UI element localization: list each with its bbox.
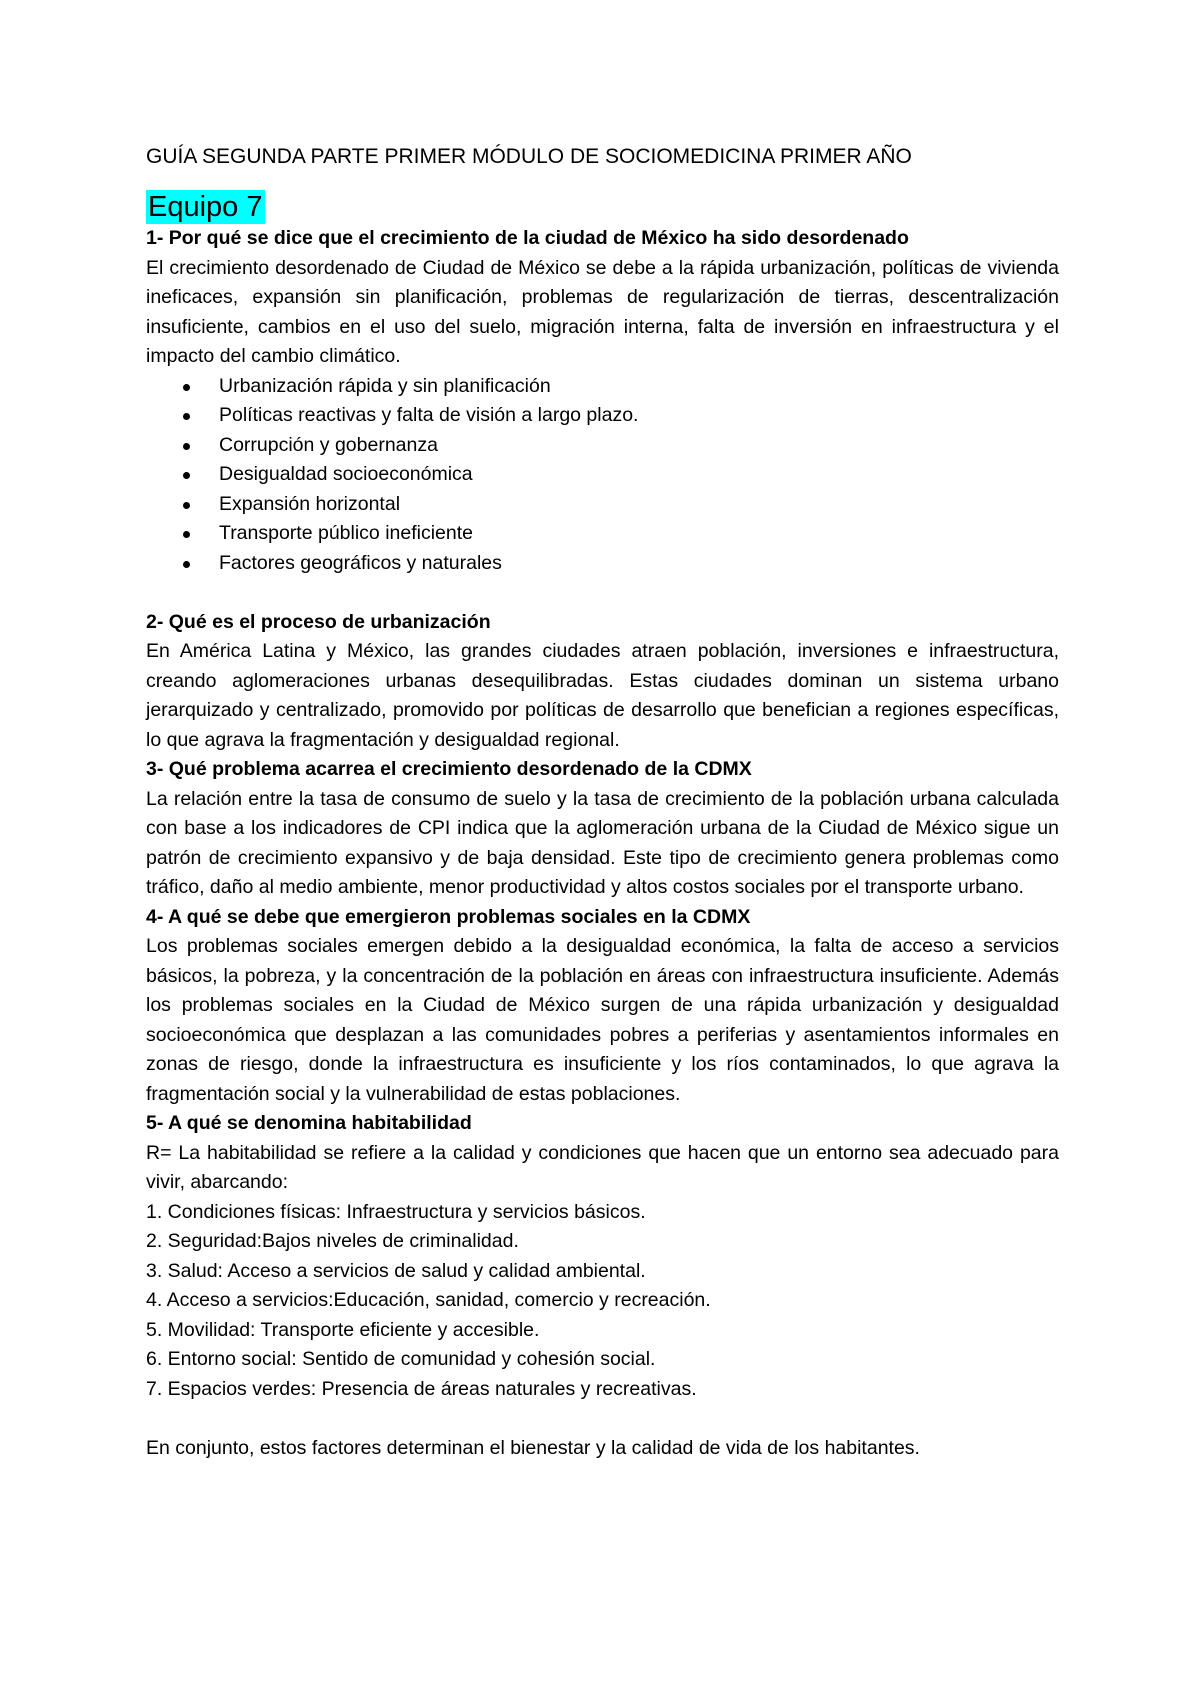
bullet-item: [219, 549, 1059, 579]
bullet-dot-icon: [183, 413, 190, 420]
question-4-answer: Los problemas sociales emergen debido a la desigualdad económica, la falta de acceso a servicios básicos, la pobreza, y la concentración de la población en áreas con infraestructura insuficiente. Además los problemas sociales en la Ciudad de México surgen de una rápida urbanización y desigualdad socioeconómica que desplazan a las comunidades pobres a periferias y asentamientos informales en zonas de riesgo, donde la infraestructura es insuficiente y los ríos contaminados, lo que agrava la fragmentación social y la vulnerabilidad de estas poblaciones.: [146, 935, 1059, 1105]
bullet-item-text: Políticas reactivas y falta de visión a largo plazo.: [219, 404, 639, 426]
bullet-item-text: Expansión horizontal: [219, 492, 401, 515]
question-4-heading: 4- A qué se debe que emergieron problemas sociales en la CDMX: [146, 905, 751, 928]
question-1-answer: El crecimiento desordenado de Ciudad de México se debe a la rápida urbanización, políticas de vivienda ineficaces, expansión sin planificación, problemas de regularización de tierras, descentralización insuficiente, cambios en el uso del suelo, migración interna, falta de inversión en infraestructura y el impacto del cambio climático.: [146, 256, 1059, 367]
question-5-heading: 5- A qué se denomina habitabilidad: [146, 1112, 472, 1134]
team-label: Equipo 7: [148, 191, 263, 223]
bullet-item-text: Factores geográficos y naturales: [219, 551, 502, 574]
list-item: 7. Espacios verdes: Presencia de áreas naturales y recreativas.: [146, 1377, 697, 1400]
question-5-section: [146, 1109, 1059, 1463]
question-3-answer: La relación entre la tasa de consumo de suelo y la tasa de crecimiento de la población urbana calculada con base a los indicadores de CPI indica que la aglomeración urbana de la Ciudad de México sigue un patrón de crecimiento expansivo y de baja densidad. Este tipo de crecimiento genera problemas como tráfico, daño al medio ambiente, menor productividad y altos costos sociales por el transporte urbano.: [146, 787, 1059, 898]
list-item: 1. Condiciones físicas: Infraestructura y servicios básicos.: [146, 1200, 646, 1223]
bullet-dot-icon: [183, 502, 190, 509]
team-heading-row: [146, 190, 1059, 224]
bullet-item: [219, 372, 1059, 402]
list-item: 4. Acceso a servicios:Educación, sanidad, comercio y recreación.: [146, 1289, 711, 1311]
document-page: [146, 144, 1059, 1463]
question-2-section: [146, 608, 1059, 756]
document-title: GUÍA SEGUNDA PARTE PRIMER MÓDULO DE SOCIOMEDICINA PRIMER AÑO: [146, 145, 912, 168]
bullet-item: [219, 401, 1059, 431]
question-5-answer: R= La habitabilidad se refiere a la calidad y condiciones que hacen que un entorno sea adecuado para vivir, abarcando:: [146, 1141, 1059, 1193]
list-item: 2. Seguridad:Bajos niveles de criminalidad.: [146, 1230, 519, 1252]
conclusion-text: En conjunto, estos factores determinan el bienestar y la calidad de vida de los habitantes.: [146, 1436, 920, 1459]
bullet-item-text: Transporte público ineficiente: [219, 522, 474, 544]
bullet-dot-icon: [183, 561, 190, 568]
question-2-heading: 2- Qué es el proceso de urbanización: [146, 610, 491, 633]
bullet-dot-icon: [183, 472, 190, 479]
list-item: 3. Salud: Acceso a servicios de salud y calidad ambiental.: [146, 1259, 646, 1282]
bullet-item-text: Corrupción y gobernanza: [219, 433, 438, 456]
question-2-answer: En América Latina y México, las grandes ciudades atraen población, inversiones e infraestructura, creando aglomeraciones urbanas desequilibradas. Estas ciudades dominan un sistema urbano jerarquizado y centralizado, promovido por políticas de desarrollo que benefician a regiones específicas, lo que agrava la fragmentación y desigualdad regional.: [146, 640, 1059, 751]
bullet-dot-icon: [183, 531, 190, 538]
bullet-dot-icon: [183, 384, 190, 391]
question-1-bullet-list: [146, 372, 1059, 579]
habitability-factor-list: [146, 1198, 1059, 1405]
bullet-item: [219, 519, 1059, 549]
question-3-section: [146, 755, 1059, 903]
question-4-section: [146, 903, 1059, 1110]
bullet-item-text: Urbanización rápida y sin planificación: [219, 374, 551, 397]
bullet-dot-icon: [183, 443, 190, 450]
question-1-heading: 1- Por qué se dice que el crecimiento de la ciudad de México ha sido desordenado: [146, 227, 909, 249]
list-item: 5. Movilidad: Transporte eficiente y accesible.: [146, 1318, 540, 1341]
bullet-item: [219, 490, 1059, 520]
blank-line: [146, 1404, 1059, 1434]
question-3-heading: 3- Qué problema acarrea el crecimiento desordenado de la CDMX: [146, 758, 752, 780]
blank-line: [146, 578, 1059, 608]
bullet-item: [219, 431, 1059, 461]
bullet-item-text: Desigualdad socioeconómica: [219, 463, 473, 485]
question-1-section: [146, 224, 1059, 578]
list-item: 6. Entorno social: Sentido de comunidad y cohesión social.: [146, 1348, 656, 1370]
bullet-item: [219, 460, 1059, 490]
